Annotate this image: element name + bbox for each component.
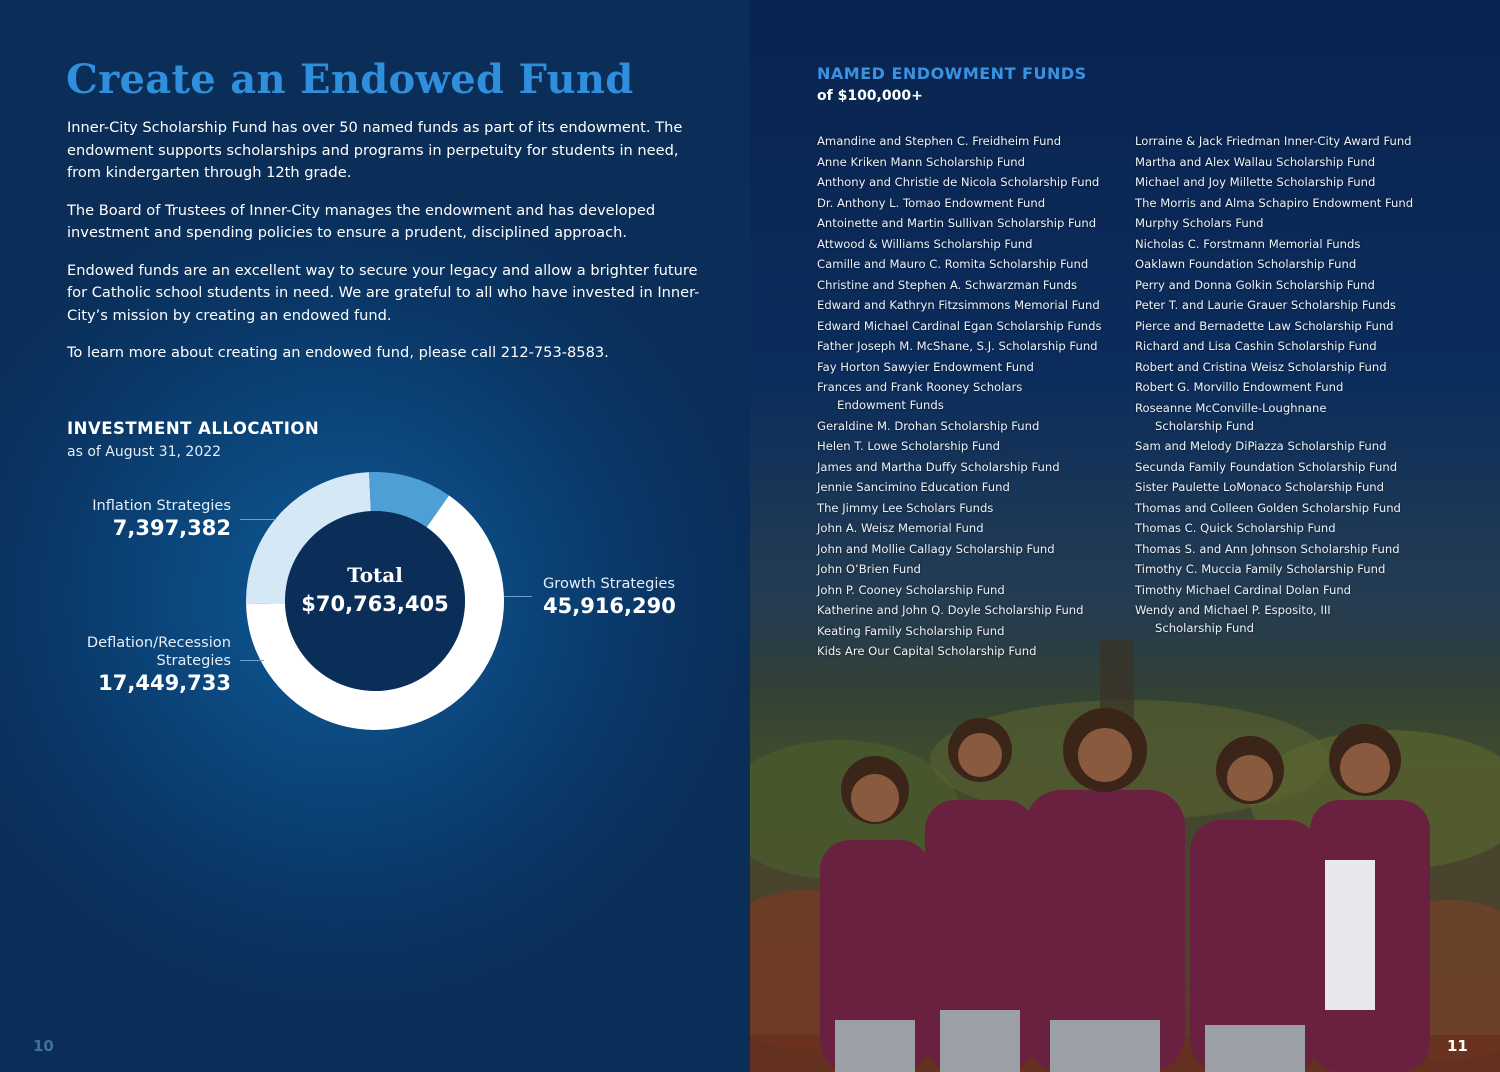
list-item: John A. Weisz Memorial Fund	[817, 521, 984, 535]
list-item: Anne Kriken Mann Scholarship Fund	[817, 154, 1026, 169]
growth-leader-line	[504, 596, 532, 597]
inflation-name: Inflation Strategies	[92, 497, 231, 514]
list-item: Peter T. and Laurie Grauer Scholarship Funds	[1135, 298, 1396, 312]
list-item: Sam and Melody DiPiazza Scholarship Fund	[1135, 439, 1387, 453]
list-item: The Jimmy Lee Scholars Funds	[817, 500, 994, 515]
deflation-name-line2: Strategies	[156, 652, 231, 669]
list-item: Katherine and John Q. Doyle Scholarship Fund	[817, 603, 1084, 617]
chart-center-label	[246, 563, 504, 616]
list-item: Geraldine M. Drohan Scholarship Fund	[817, 418, 1040, 433]
list-item: Amandine and Stephen C. Freidheim Fund	[817, 134, 1062, 148]
list-item: John and Mollie Callagy Scholarship Fund	[817, 541, 1055, 556]
list-item: Martha and Alex Wallau Scholarship Fund	[1135, 154, 1376, 169]
students-photo	[750, 640, 1500, 1072]
inflation-value: 7,397,382	[112, 516, 231, 540]
intro-paragraph-2: The Board of Trustees of Inner-City manages the endowment and has developed investment and spending policies to ensure a prudent, disciplined approach.	[67, 201, 656, 241]
allocation-title: INVESTMENT ALLOCATION	[67, 419, 320, 438]
list-item: Edward Michael Cardinal Egan Scholarship Funds	[817, 318, 1102, 333]
growth-name: Growth Strategies	[543, 575, 675, 592]
list-item: John O’Brien Fund	[817, 562, 921, 576]
list-item: Frances and Frank Rooney Scholars Endowment Funds	[817, 380, 1023, 412]
list-item: Antoinette and Martin Sullivan Scholarship Fund	[817, 216, 1097, 230]
growth-value: 45,916,290	[543, 594, 676, 618]
center-total-value: $70,763,405	[301, 592, 449, 616]
list-item: Father Joseph M. McShane, S.J. Scholarship Fund	[817, 339, 1098, 353]
list-item: Secunda Family Foundation Scholarship Fund	[1135, 459, 1398, 474]
list-item: Oaklawn Foundation Scholarship Fund	[1135, 257, 1357, 271]
list-item: Kids Are Our Capital Scholarship Fund	[817, 644, 1037, 658]
list-item: Thomas S. and Ann Johnson Scholarship Fund	[1135, 541, 1400, 556]
list-item: Robert G. Morvillo Endowment Fund	[1135, 380, 1344, 394]
page-number-right: 11	[1447, 1037, 1468, 1055]
deflation-value: 17,449,733	[98, 671, 231, 695]
right-page	[750, 0, 1500, 1072]
list-item: Timothy C. Muccia Family Scholarship Fund	[1135, 562, 1386, 576]
list-item: Sister Paulette LoMonaco Scholarship Fund	[1135, 480, 1384, 494]
inflation-label	[92, 497, 231, 541]
list-item: John P. Cooney Scholarship Fund	[817, 582, 1005, 597]
intro-paragraph-1: Inner-City Scholarship Fund has over 50 named funds as part of its endowment. The endowment supports scholarships and programs in perpetuity for students in need, from kindergarten through 12th grade.	[67, 119, 683, 181]
list-item: Wendy and Michael P. Esposito, III Scholarship Fund	[1135, 603, 1331, 635]
students-photo-image	[750, 640, 1500, 1072]
list-item: Edward and Kathryn Fitzsimmons Memorial Fund	[817, 298, 1100, 312]
page-title: Create an Endowed Fund	[66, 56, 634, 103]
deflation-leader-line	[240, 660, 264, 661]
list-item: Nicholas C. Forstmann Memorial Funds	[1135, 236, 1361, 251]
center-total-label: Total	[347, 563, 403, 587]
contact-paragraph: To learn more about creating an endowed fund, please call 212-753-8583.	[67, 344, 609, 361]
list-item: Roseanne McConville-Loughnane Scholarship Fund	[1135, 400, 1327, 433]
list-item: Murphy Scholars Fund	[1135, 216, 1264, 230]
list-item: Jennie Sancimino Education Fund	[817, 480, 1010, 494]
list-item: Thomas C. Quick Scholarship Fund	[1135, 521, 1336, 535]
list-item: Fay Horton Sawyier Endowment Fund	[817, 359, 1034, 374]
list-item: Dr. Anthony L. Tomao Endowment Fund	[817, 195, 1046, 210]
funds-column-1	[817, 132, 1137, 663]
list-item: Keating Family Scholarship Fund	[817, 623, 1005, 638]
list-item: Robert and Cristina Weisz Scholarship Fund	[1135, 359, 1387, 374]
list-item: The Morris and Alma Schapiro Endowment Fund	[1135, 195, 1414, 210]
growth-label	[543, 575, 676, 619]
list-item: James and Martha Duffy Scholarship Fund	[817, 459, 1060, 474]
list-item: Richard and Lisa Cashin Scholarship Fund	[1135, 339, 1377, 353]
intro-paragraph-3: Endowed funds are an excellent way to secure your legacy and allow a brighter future for Catholic school students in need. We are grateful to all who have invested in Inner-City’s mission by creating an endowed fund.	[67, 261, 700, 324]
allocation-date: as of August 31, 2022	[67, 444, 222, 460]
funds-title: NAMED ENDOWMENT FUNDS	[817, 64, 1087, 83]
funds-subtitle: of $100,000+	[817, 88, 923, 104]
inflation-leader-line	[240, 519, 276, 520]
list-item: Christine and Stephen A. Schwarzman Funds	[817, 277, 1077, 292]
list-item: Thomas and Colleen Golden Scholarship Fund	[1135, 500, 1401, 515]
deflation-name-line1: Deflation/Recession	[86, 634, 231, 651]
deflation-label	[87, 634, 231, 696]
page-number-left: 10	[33, 1037, 54, 1055]
list-item: Lorraine & Jack Friedman Inner-City Award Fund	[1135, 134, 1412, 148]
list-item: Camille and Mauro C. Romita Scholarship Fund	[817, 257, 1089, 271]
list-item: Timothy Michael Cardinal Dolan Fund	[1135, 582, 1352, 597]
intro-text	[67, 117, 707, 380]
list-item: Attwood & Williams Scholarship Fund	[817, 236, 1033, 251]
funds-column-2	[1135, 132, 1455, 640]
list-item: Perry and Donna Golkin Scholarship Fund	[1135, 277, 1375, 292]
list-item: Anthony and Christie de Nicola Scholarship Fund	[817, 175, 1100, 189]
list-item: Pierce and Bernadette Law Scholarship Fund	[1135, 318, 1394, 333]
list-item: Michael and Joy Millette Scholarship Fund	[1135, 175, 1376, 189]
list-item: Helen T. Lowe Scholarship Fund	[817, 439, 1000, 453]
